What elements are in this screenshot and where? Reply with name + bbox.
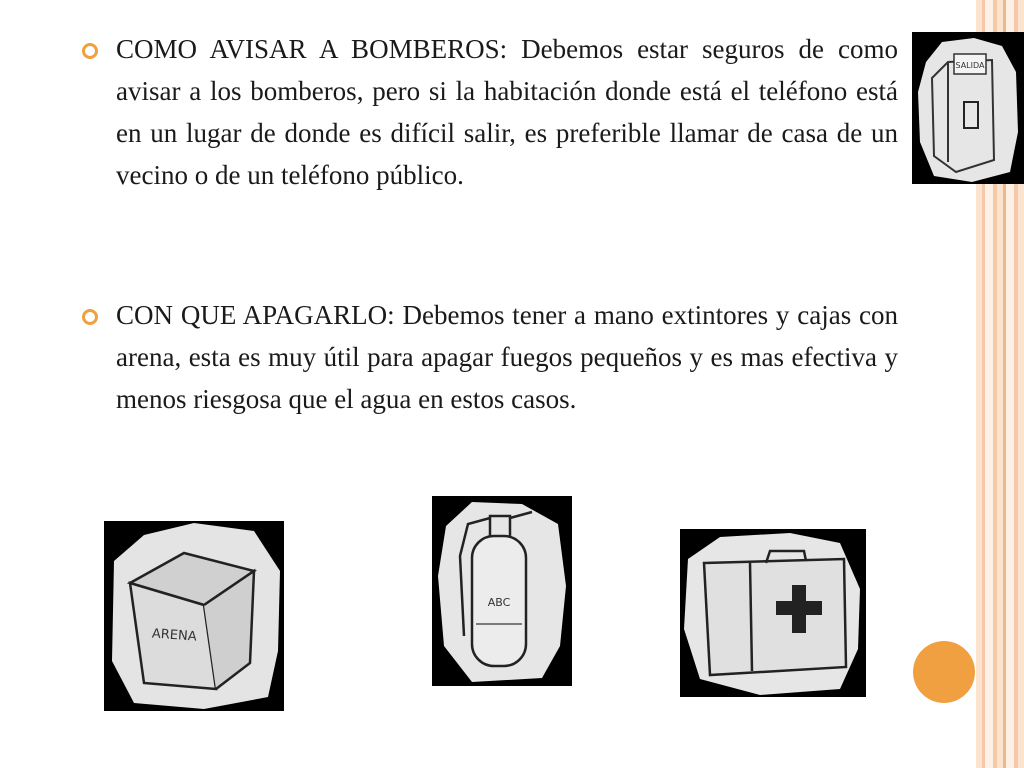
decorative-circle <box>913 641 975 703</box>
bullet-text: COMO AVISAR A BOMBEROS: Debemos estar seguros de como avisar a los bomberos, pero si la habitación donde está el teléfono está en un lugar de donde es difícil salir, es preferible llamar de casa de un vecino o de un teléfono público. <box>116 34 898 190</box>
sand-box-icon <box>104 521 284 711</box>
svg-text:ABC: ABC <box>487 596 511 609</box>
bullet-text: CON QUE APAGARLO: Debemos tener a mano extintores y cajas con arena, esta es muy útil para apagar fuegos pequeños y es mas efectiva y menos riesgosa que el agua en estos casos. <box>116 300 898 414</box>
first-aid-kit-image <box>680 529 866 697</box>
first-aid-kit-icon <box>680 529 866 697</box>
sand-box-image <box>104 521 284 711</box>
fire-extinguisher-image <box>432 496 572 686</box>
exit-door-icon <box>912 32 1024 184</box>
bullet-marker-icon <box>82 43 98 59</box>
svg-text:SALIDA: SALIDA <box>955 61 985 70</box>
exit-door-image <box>912 32 1024 184</box>
svg-text:ARENA: ARENA <box>151 626 198 645</box>
bullet-item-apagarlo <box>80 294 898 420</box>
fire-extinguisher-icon <box>432 496 572 686</box>
bullet-marker-icon <box>82 309 98 325</box>
bullet-item-bomberos <box>80 28 898 196</box>
